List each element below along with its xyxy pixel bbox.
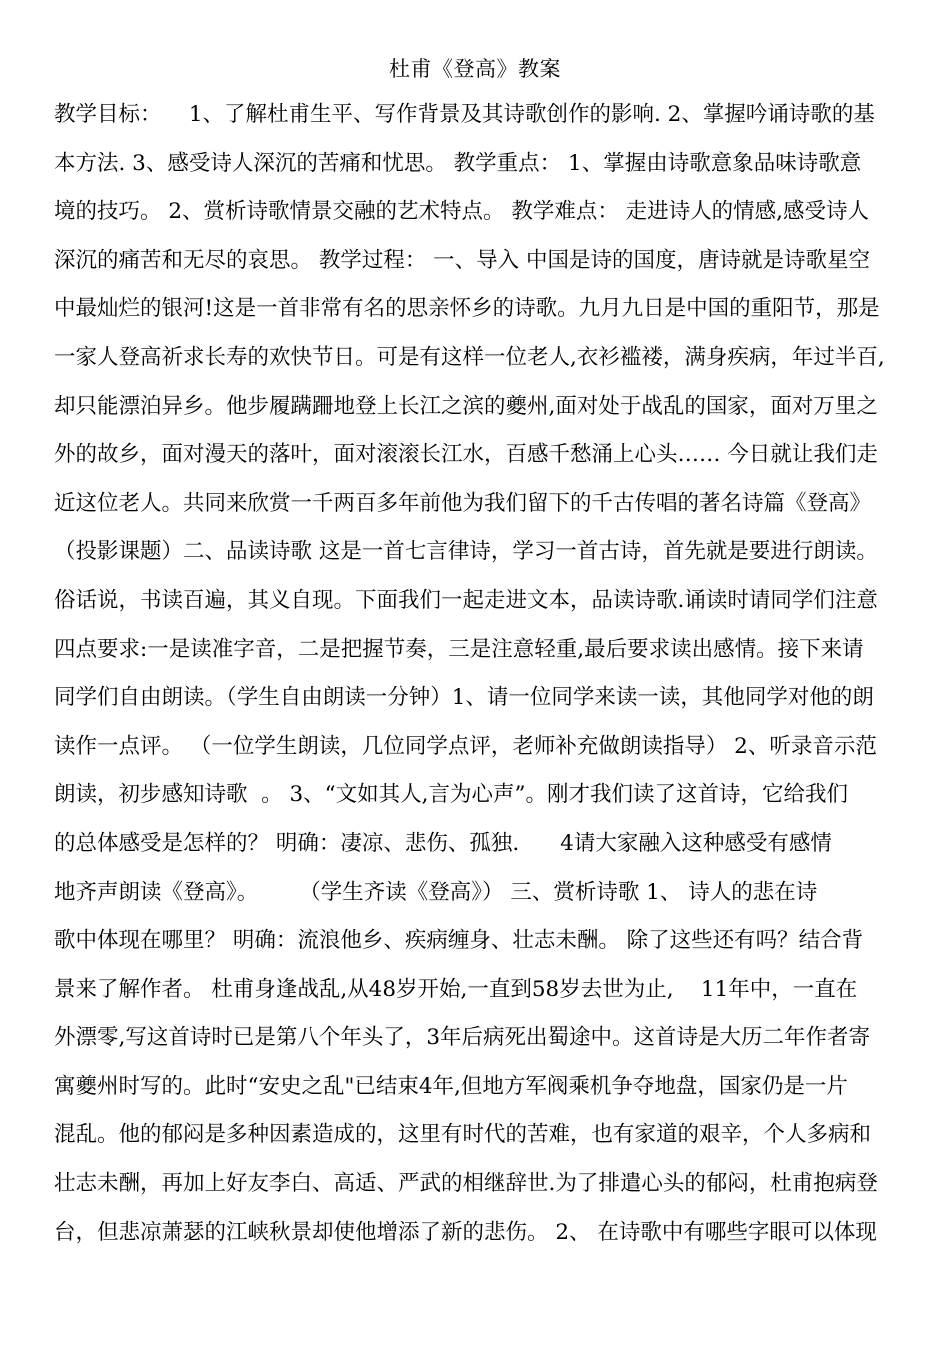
- text-line: 混乱。他的郁闷是多种因素造成的，这里有时代的苦难，也有家道的艰辛，个人多病和: [54, 1122, 872, 1148]
- text-line: 台，但悲凉萧瑟的江峡秋景却使他增添了新的悲伤。 2、 在诗歌中有哪些字眼可以体现: [54, 1219, 877, 1245]
- text-line: 的总体感受是怎样的？ 明确：凄凉、悲伤、孤独. 4请大家融入这种感受有感情: [54, 830, 832, 856]
- text-line: 读作一点评。 （一位学生朗读，几位同学点评，老师补充做朗读指导） 2、听录音示范: [54, 733, 877, 759]
- text-line: 同学们自由朗读。（学生自由朗读一分钟）1、请一位同学来读一读，其他同学对他的朗: [54, 685, 874, 711]
- text-line: 本方法. 3、感受诗人深沉的苦痛和忧思。 教学重点： 1、掌握由诗歌意象品味诗歌意: [54, 150, 862, 176]
- text-line: 近这位老人。共同来欣赏一千两百多年前他为我们留下的千古传唱的著名诗篇《登高》: [54, 490, 872, 516]
- text-line: 外的故乡，面对漫天的落叶，面对滚滚长江水，百感千愁涌上心头…… 今日就让我们走: [54, 442, 878, 468]
- text-line: 四点要求:一是读准字音，二是把握节奏，三是注意轻重,最后要求读出感情。接下来请: [54, 636, 864, 662]
- text-line: 中最灿烂的银河!这是一首非常有名的思亲怀乡的诗歌。九月九日是中国的重阳节，那是: [54, 296, 880, 322]
- text-line: 境的技巧。 2、赏析诗歌情景交融的艺术特点。 教学难点： 走进诗人的情感,感受诗人: [54, 199, 870, 225]
- text-line: 一家人登高祈求长寿的欢快节日。可是有这样一位老人,衣衫褴褛，满身疾病，年过半百,: [54, 344, 885, 370]
- text-line: 地齐声朗读《登高》。 （学生齐读《登高》） 三、赏析诗歌 1、 诗人的悲在诗: [54, 879, 818, 905]
- text-line: 教学目标： 1、了解杜甫生平、写作背景及其诗歌创作的影响. 2、掌握吟诵诗歌的基: [54, 102, 875, 127]
- document-title: 杜甫《登高》教案: [389, 57, 561, 81]
- text-line: 寓夔州时写的。此时“安史之乱"已结束4年,但地方军阀乘机争夺地盘，国家仍是一片: [54, 1073, 848, 1099]
- text-line: 俗话说，书读百遍，其义自现。下面我们一起走进文本，品读诗歌.诵读时请同学们注意: [54, 587, 878, 613]
- text-line: 却只能漂泊异乡。他步履蹒跚地登上长江之滨的夔州,面对处于战乱的国家，面对万里之: [54, 393, 878, 419]
- text-line: 景来了解作者。 杜甫身逢战乱,从48岁开始,一直到58岁去世为止, 11年中，一直在: [54, 976, 858, 1002]
- lesson-plan-body: [54, 97, 904, 1263]
- text-line: 外漂零,写这首诗时已是第八个年头了，3年后病死出蜀途中。这首诗是大历二年作者寄: [54, 1025, 871, 1051]
- text-line: 歌中体现在哪里？ 明确：流浪他乡、疾病缠身、壮志未酬。 除了这些还有吗？结合背: [54, 928, 864, 954]
- text-line: 朗读，初步感知诗歌 。 3、“文如其人,言为心声”。刚才我们读了这首诗，它给我们: [54, 782, 849, 808]
- text-line: 深沉的痛苦和无尽的哀思。 教学过程： 一、导入 中国是诗的国度，唐诗就是诗歌星空: [54, 247, 871, 273]
- text-line: 壮志未酬，再加上好友李白、高适、严武的相继辞世.为了排遣心头的郁闷，杜甫抱病登: [54, 1171, 878, 1197]
- text-line: （投影课题）二、品读诗歌 这是一首七言律诗，学习一首古诗，首先就是要进行朗读。: [54, 539, 878, 565]
